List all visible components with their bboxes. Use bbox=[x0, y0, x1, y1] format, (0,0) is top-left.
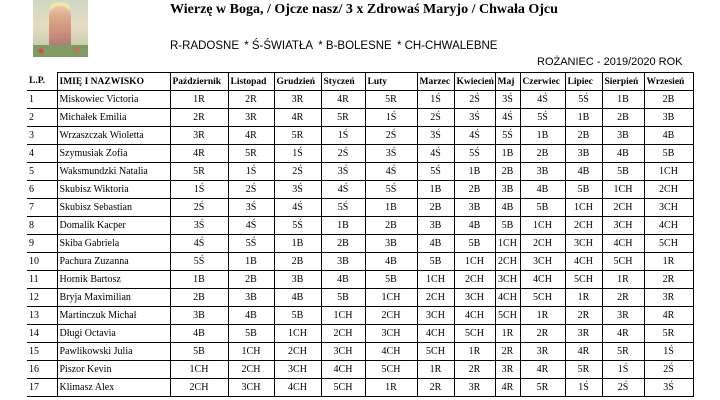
member-name: Waksmundzki Natalia bbox=[57, 163, 170, 181]
mystery-cell: 3B bbox=[520, 163, 565, 181]
mystery-cell: 2B bbox=[495, 163, 520, 181]
mystery-cell: 1Ś bbox=[274, 145, 321, 163]
table-row bbox=[27, 379, 693, 397]
mystery-cell: 2Ś bbox=[365, 127, 417, 145]
mystery-cell: 4B bbox=[417, 235, 454, 253]
row-number: 7 bbox=[27, 199, 57, 217]
mystery-cell: 1B bbox=[602, 91, 644, 109]
mystery-cell: 4R bbox=[321, 91, 365, 109]
member-name: Pawlikowski Julia bbox=[57, 343, 170, 361]
mystery-cell: 1B bbox=[170, 271, 228, 289]
mystery-cell: 3R bbox=[454, 379, 495, 397]
mystery-cell: 5CH bbox=[520, 289, 565, 307]
mystery-cell: 2B bbox=[602, 109, 644, 127]
mystery-cell: 1R bbox=[602, 271, 644, 289]
column-header: IMIĘ I NAZWISKO bbox=[57, 73, 170, 91]
mystery-cell: 4Ś bbox=[495, 109, 520, 127]
mystery-cell: 2CH bbox=[454, 271, 495, 289]
mystery-cell: 2Ś bbox=[417, 109, 454, 127]
row-number: 17 bbox=[27, 379, 57, 397]
mystery-cell: 4B bbox=[454, 217, 495, 235]
mystery-cell: 3B bbox=[321, 253, 365, 271]
mystery-cell: 1CH bbox=[565, 199, 602, 217]
mystery-cell: 3CH bbox=[454, 289, 495, 307]
column-header: Kwiecień bbox=[454, 73, 495, 91]
mystery-cell: 3B bbox=[644, 109, 693, 127]
mystery-cell: 5R bbox=[321, 109, 365, 127]
mystery-cell: 3CH bbox=[365, 325, 417, 343]
mystery-cell: 4CH bbox=[520, 271, 565, 289]
mystery-cell: 5B bbox=[495, 217, 520, 235]
column-header: Sierpień bbox=[602, 73, 644, 91]
mystery-cell: 2CH bbox=[228, 361, 274, 379]
table-row bbox=[27, 163, 693, 181]
mystery-cell: 3B bbox=[495, 181, 520, 199]
mystery-cell: 5CH bbox=[565, 271, 602, 289]
mystery-cell: 4R bbox=[602, 325, 644, 343]
mystery-cell: 3CH bbox=[644, 199, 693, 217]
table-row bbox=[27, 199, 693, 217]
mystery-cell: 5Ś bbox=[274, 217, 321, 235]
mystery-cell: 3B bbox=[228, 289, 274, 307]
mystery-cell: 1B bbox=[365, 199, 417, 217]
table-row bbox=[27, 361, 693, 379]
mystery-cell: 2R bbox=[170, 109, 228, 127]
mystery-cell: 1B bbox=[454, 163, 495, 181]
row-number: 11 bbox=[27, 271, 57, 289]
mystery-cell: 4CH bbox=[321, 361, 365, 379]
mystery-cell: 5CH bbox=[321, 379, 365, 397]
mystery-cell: 5R bbox=[170, 163, 228, 181]
mystery-cell: 1Ś bbox=[365, 109, 417, 127]
table-row bbox=[27, 217, 693, 235]
mystery-cell: 1CH bbox=[228, 343, 274, 361]
mystery-cell: 4R bbox=[565, 343, 602, 361]
mystery-cell: 4CH bbox=[365, 343, 417, 361]
mystery-cell: 4Ś bbox=[321, 181, 365, 199]
mystery-cell: 2Ś bbox=[274, 163, 321, 181]
mystery-cell: 3Ś bbox=[365, 145, 417, 163]
table-row bbox=[27, 109, 693, 127]
row-number: 3 bbox=[27, 127, 57, 145]
mystery-cell: 4Ś bbox=[170, 235, 228, 253]
mystery-cell: 3B bbox=[365, 235, 417, 253]
mystery-cell: 2CH bbox=[417, 289, 454, 307]
mystery-cell: 4CH bbox=[274, 379, 321, 397]
mystery-cell: 2Ś bbox=[321, 145, 365, 163]
mystery-cell: 5B bbox=[565, 181, 602, 199]
mystery-cell: 4Ś bbox=[365, 163, 417, 181]
mystery-cell: 5B bbox=[644, 145, 693, 163]
mystery-cell: 5B bbox=[454, 235, 495, 253]
mystery-cell: 1R bbox=[495, 325, 520, 343]
mystery-cell: 1R bbox=[417, 361, 454, 379]
mystery-cell: 3Ś bbox=[644, 379, 693, 397]
mystery-cell: 4B bbox=[170, 325, 228, 343]
mystery-cell: 4CH bbox=[454, 307, 495, 325]
mystery-cell: 2B bbox=[170, 289, 228, 307]
row-number: 15 bbox=[27, 343, 57, 361]
mystery-cell: 5B bbox=[228, 325, 274, 343]
mystery-cell: 1R bbox=[365, 379, 417, 397]
mystery-cell: 5Ś bbox=[417, 163, 454, 181]
column-header: Wrzesień bbox=[644, 73, 693, 91]
member-name: Skiba Gabriela bbox=[57, 235, 170, 253]
mystery-cell: 2R bbox=[602, 289, 644, 307]
mystery-cell: 3R bbox=[495, 361, 520, 379]
legend-bolesne: * B-BOLESNE bbox=[318, 40, 392, 52]
mystery-cell: 1CH bbox=[321, 307, 365, 325]
mystery-cell: 4B bbox=[228, 307, 274, 325]
mystery-cell: 3Ś bbox=[454, 109, 495, 127]
mystery-cell: 3Ś bbox=[321, 163, 365, 181]
row-number: 4 bbox=[27, 145, 57, 163]
mystery-cell: 5Ś bbox=[228, 235, 274, 253]
mystery-cell: 5CH bbox=[602, 253, 644, 271]
mystery-cell: 4B bbox=[365, 253, 417, 271]
row-number: 5 bbox=[27, 163, 57, 181]
mystery-cell: 5Ś bbox=[454, 145, 495, 163]
mystery-cell: 5CH bbox=[454, 325, 495, 343]
mystery-cell: 1CH bbox=[454, 253, 495, 271]
row-number: 1 bbox=[27, 91, 57, 109]
mystery-cell: 4CH bbox=[495, 289, 520, 307]
mystery-cell: 1B bbox=[495, 145, 520, 163]
mystery-cell: 4B bbox=[321, 271, 365, 289]
rosary-year-title: ROŻANIEC - 2019/2020 ROK bbox=[537, 56, 683, 68]
mystery-cell: 2CH bbox=[602, 199, 644, 217]
mystery-cell: 1CH bbox=[365, 289, 417, 307]
column-header: Lipiec bbox=[565, 73, 602, 91]
mystery-cell: 4CH bbox=[602, 235, 644, 253]
member-name: Pachura Zuzanna bbox=[57, 253, 170, 271]
member-name: Piszor Kevin bbox=[57, 361, 170, 379]
legend-swiatla: * Ś-ŚWIATŁA bbox=[244, 40, 314, 52]
mystery-cell: 5CH bbox=[644, 235, 693, 253]
mystery-cell: 1CH bbox=[644, 163, 693, 181]
mystery-cell: 1CH bbox=[274, 325, 321, 343]
mystery-cell: 3R bbox=[170, 127, 228, 145]
mystery-cell: 3B bbox=[170, 307, 228, 325]
mystery-cell: 3B bbox=[602, 127, 644, 145]
table-body bbox=[27, 91, 693, 397]
mystery-cell: 2R bbox=[454, 361, 495, 379]
member-name: Wrzaszczak Wioletta bbox=[57, 127, 170, 145]
mystery-cell: 3CH bbox=[495, 271, 520, 289]
mystery-cell: 1R bbox=[454, 343, 495, 361]
mystery-cell: 1CH bbox=[495, 235, 520, 253]
mystery-cell: 2CH bbox=[520, 235, 565, 253]
table-row bbox=[27, 253, 693, 271]
mystery-cell: 3CH bbox=[274, 361, 321, 379]
mystery-cell: 2B bbox=[274, 253, 321, 271]
mystery-cell: 3B bbox=[565, 145, 602, 163]
member-name: Skubisz Sebastian bbox=[57, 199, 170, 217]
mystery-cell: 1Ś bbox=[417, 91, 454, 109]
mystery-cell: 4CH bbox=[565, 253, 602, 271]
mystery-cell: 5Ś bbox=[520, 109, 565, 127]
mystery-cell: 4R bbox=[644, 307, 693, 325]
mystery-cell: 4B bbox=[495, 199, 520, 217]
mystery-cell: 3CH bbox=[321, 343, 365, 361]
mystery-cell: 5B bbox=[365, 271, 417, 289]
mystery-cell: 4Ś bbox=[274, 199, 321, 217]
mystery-cell: 5CH bbox=[495, 307, 520, 325]
table-row bbox=[27, 289, 693, 307]
mystery-cell: 2CH bbox=[565, 217, 602, 235]
row-number: 16 bbox=[27, 361, 57, 379]
mystery-cell: 2B bbox=[520, 145, 565, 163]
mystery-cell: 2B bbox=[454, 181, 495, 199]
mystery-cell: 3CH bbox=[417, 307, 454, 325]
mystery-cell: 1R bbox=[644, 253, 693, 271]
mystery-legend bbox=[170, 40, 499, 52]
mystery-cell: 3R bbox=[520, 343, 565, 361]
mystery-cell: 2R bbox=[520, 325, 565, 343]
table-row bbox=[27, 91, 693, 109]
mystery-cell: 1Ś bbox=[228, 163, 274, 181]
mystery-cell: 5Ś bbox=[170, 253, 228, 271]
mystery-cell: 1B bbox=[274, 235, 321, 253]
mystery-cell: 4R bbox=[228, 127, 274, 145]
table-row bbox=[27, 325, 693, 343]
mystery-cell: 1R bbox=[520, 307, 565, 325]
member-name: Szymusiak Zofia bbox=[57, 145, 170, 163]
mystery-cell: 2B bbox=[321, 235, 365, 253]
table-row bbox=[27, 307, 693, 325]
mystery-cell: 3CH bbox=[602, 217, 644, 235]
mystery-cell: 3R bbox=[228, 109, 274, 127]
table-row bbox=[27, 181, 693, 199]
mystery-cell: 1CH bbox=[602, 181, 644, 199]
mystery-cell: 3CH bbox=[228, 379, 274, 397]
mystery-cell: 2B bbox=[565, 127, 602, 145]
mystery-cell: 5Ś bbox=[495, 127, 520, 145]
mystery-cell: 5B bbox=[170, 343, 228, 361]
mystery-cell: 5B bbox=[321, 289, 365, 307]
mystery-cell: 4R bbox=[274, 109, 321, 127]
legend-chwalebne: * CH-CHWALEBNE bbox=[396, 40, 498, 52]
mystery-cell: 5B bbox=[417, 253, 454, 271]
mystery-cell: 3CH bbox=[520, 253, 565, 271]
saint-picture bbox=[33, 0, 88, 57]
row-number: 14 bbox=[27, 325, 57, 343]
mystery-cell: 3Ś bbox=[417, 127, 454, 145]
mystery-cell: 3R bbox=[644, 289, 693, 307]
mystery-cell: 2CH bbox=[170, 379, 228, 397]
column-header: Luty bbox=[365, 73, 417, 91]
mystery-cell: 3Ś bbox=[495, 91, 520, 109]
mystery-cell: 1Ś bbox=[644, 343, 693, 361]
mystery-cell: 2Ś bbox=[454, 91, 495, 109]
row-number: 13 bbox=[27, 307, 57, 325]
mystery-cell: 5Ś bbox=[321, 199, 365, 217]
mystery-cell: 1B bbox=[520, 127, 565, 145]
mystery-cell: 3R bbox=[274, 91, 321, 109]
mystery-cell: 2R bbox=[228, 91, 274, 109]
member-name: Hornik Bartosz bbox=[57, 271, 170, 289]
member-name: Skubisz Wiktoria bbox=[57, 181, 170, 199]
mystery-cell: 5CH bbox=[365, 361, 417, 379]
mystery-cell: 3R bbox=[602, 307, 644, 325]
mystery-cell: 2R bbox=[495, 343, 520, 361]
mystery-cell: 2CH bbox=[495, 253, 520, 271]
mystery-cell: 1B bbox=[321, 217, 365, 235]
column-header: Marzec bbox=[417, 73, 454, 91]
mystery-cell: 5R bbox=[365, 91, 417, 109]
mystery-cell: 3B bbox=[417, 217, 454, 235]
row-number: 9 bbox=[27, 235, 57, 253]
mystery-cell: 4R bbox=[170, 145, 228, 163]
mystery-cell: 1Ś bbox=[565, 379, 602, 397]
mystery-cell: 2B bbox=[417, 199, 454, 217]
mystery-cell: 4CH bbox=[644, 217, 693, 235]
mystery-cell: 5R bbox=[520, 379, 565, 397]
mystery-cell: 5R bbox=[565, 361, 602, 379]
member-name: Miskowiec Victoria bbox=[57, 91, 170, 109]
mystery-cell: 2R bbox=[417, 379, 454, 397]
mystery-cell: 5R bbox=[274, 127, 321, 145]
mystery-cell: 1R bbox=[170, 91, 228, 109]
mystery-cell: 3B bbox=[454, 199, 495, 217]
mystery-cell: 5Ś bbox=[565, 91, 602, 109]
mystery-cell: 1B bbox=[228, 253, 274, 271]
mystery-cell: 4B bbox=[602, 145, 644, 163]
mystery-cell: 2CH bbox=[644, 181, 693, 199]
mystery-cell: 4B bbox=[274, 289, 321, 307]
legend-radosne: R-RADOSNE bbox=[170, 40, 240, 52]
mystery-cell: 3Ś bbox=[170, 217, 228, 235]
column-header: Styczeń bbox=[321, 73, 365, 91]
member-name: Domalik Kacper bbox=[57, 217, 170, 235]
mystery-cell: 2B bbox=[365, 217, 417, 235]
mystery-cell: 2CH bbox=[321, 325, 365, 343]
mystery-cell: 1Ś bbox=[602, 361, 644, 379]
mystery-cell: 4B bbox=[520, 181, 565, 199]
flowers-shape bbox=[33, 45, 88, 57]
table-row bbox=[27, 145, 693, 163]
mystery-cell: 2Ś bbox=[228, 181, 274, 199]
mystery-cell: 2Ś bbox=[644, 361, 693, 379]
row-number: 12 bbox=[27, 289, 57, 307]
mystery-cell: 3B bbox=[274, 271, 321, 289]
row-number: 6 bbox=[27, 181, 57, 199]
mystery-cell: 4B bbox=[644, 127, 693, 145]
rosary-rota-table bbox=[27, 72, 694, 397]
mystery-cell: 4Ś bbox=[417, 145, 454, 163]
mystery-cell: 3R bbox=[565, 325, 602, 343]
prayer-header: Wierzę w Boga, / Ojcze nasz/ 3 x Zdrowaś Maryjo / Chwała Ojcu bbox=[170, 2, 558, 17]
mystery-cell: 2R bbox=[644, 271, 693, 289]
row-number: 10 bbox=[27, 253, 57, 271]
mystery-cell: 3Ś bbox=[274, 181, 321, 199]
row-number: 8 bbox=[27, 217, 57, 235]
mystery-cell: 5B bbox=[602, 163, 644, 181]
table-row bbox=[27, 271, 693, 289]
table-row bbox=[27, 127, 693, 145]
mystery-cell: 5R bbox=[644, 325, 693, 343]
mystery-cell: 5CH bbox=[417, 343, 454, 361]
member-name: Michałek Emilia bbox=[57, 109, 170, 127]
mystery-cell: 2CH bbox=[274, 343, 321, 361]
mystery-cell: 5R bbox=[602, 343, 644, 361]
mystery-cell: 2B bbox=[644, 91, 693, 109]
mystery-cell: 1B bbox=[565, 109, 602, 127]
mystery-cell: 4B bbox=[565, 163, 602, 181]
column-header: Maj bbox=[495, 73, 520, 91]
member-name: Bryja Maximilian bbox=[57, 289, 170, 307]
mystery-cell: 4Ś bbox=[454, 127, 495, 145]
column-header: Grudzień bbox=[274, 73, 321, 91]
column-header: L.P. bbox=[27, 73, 57, 91]
mystery-cell: 1CH bbox=[417, 271, 454, 289]
column-header: Listopad bbox=[228, 73, 274, 91]
member-name: Długi Octavia bbox=[57, 325, 170, 343]
mystery-cell: 1R bbox=[565, 289, 602, 307]
mystery-cell: 3Ś bbox=[228, 199, 274, 217]
mystery-cell: 1Ś bbox=[321, 127, 365, 145]
mystery-cell: 5Ś bbox=[365, 181, 417, 199]
mystery-cell: 4Ś bbox=[520, 91, 565, 109]
mystery-cell: 3CH bbox=[565, 235, 602, 253]
mystery-cell: 4R bbox=[520, 361, 565, 379]
mystery-cell: 4CH bbox=[417, 325, 454, 343]
mystery-cell: 1CH bbox=[520, 217, 565, 235]
mystery-cell: 1B bbox=[417, 181, 454, 199]
member-name: Klimasz Alex bbox=[57, 379, 170, 397]
column-header: Czerwiec bbox=[520, 73, 565, 91]
mystery-cell: 1Ś bbox=[170, 181, 228, 199]
mystery-cell: 1CH bbox=[170, 361, 228, 379]
mystery-cell: 2Ś bbox=[602, 379, 644, 397]
mystery-cell: 5R bbox=[228, 145, 274, 163]
table-header-row bbox=[27, 73, 693, 91]
table-row bbox=[27, 235, 693, 253]
mystery-cell: 4R bbox=[495, 379, 520, 397]
mystery-cell: 2B bbox=[228, 271, 274, 289]
column-header: Październik bbox=[170, 73, 228, 91]
mystery-cell: 2Ś bbox=[170, 199, 228, 217]
table-row bbox=[27, 343, 693, 361]
mystery-cell: 4Ś bbox=[228, 217, 274, 235]
row-number: 2 bbox=[27, 109, 57, 127]
mystery-cell: 5B bbox=[520, 199, 565, 217]
mystery-cell: 5B bbox=[274, 307, 321, 325]
mystery-cell: 2R bbox=[565, 307, 602, 325]
mystery-cell: 2CH bbox=[365, 307, 417, 325]
member-name: Martinczuk Michał bbox=[57, 307, 170, 325]
